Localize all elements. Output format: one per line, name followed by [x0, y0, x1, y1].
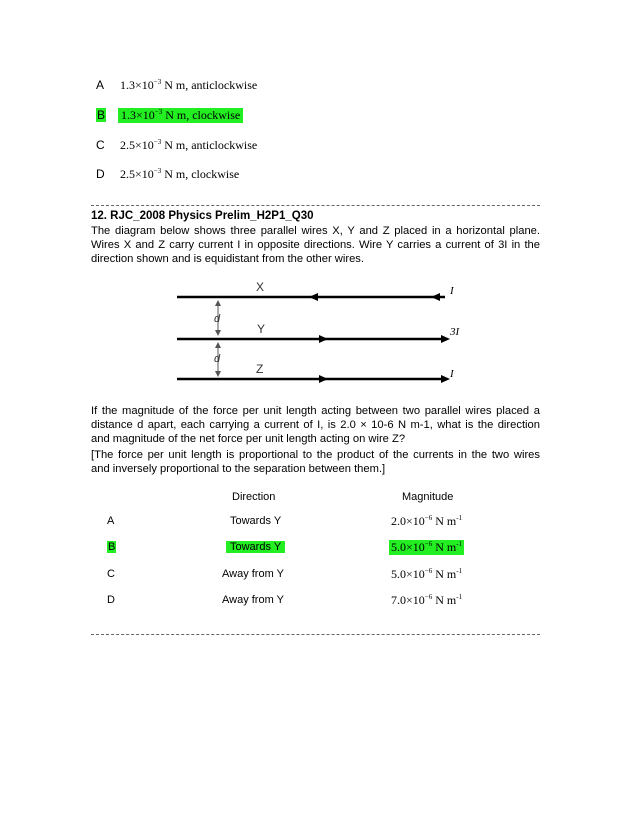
option-a-direction: Towards Y	[230, 515, 282, 527]
sep-arrow-xy-up	[215, 300, 221, 306]
wires-diagram	[170, 272, 470, 390]
option-d-letter: D	[107, 594, 115, 606]
option-c-direction: Away from Y	[222, 568, 284, 580]
arrow-z-right	[441, 375, 450, 383]
question-intro	[91, 224, 540, 267]
question-title: 12. RJC_2008 Physics Prelim_H2P1_Q30	[91, 210, 314, 222]
header-direction: Direction	[232, 491, 276, 503]
prev-option-letter-b: B	[97, 108, 106, 122]
arrow-y-mid	[319, 335, 328, 343]
intro-line-1: The diagram below shows three parallel wires X, Y and Z placed in a horizontal plane.	[91, 225, 540, 237]
option-a-magnitude: $2.0\times 10^{-6}$ N $m^{-1}$	[391, 514, 463, 528]
prev-option-a: $1.3\times 10^{-3}$ N m, anticlockwise	[120, 78, 258, 92]
label-current-z: I	[450, 368, 454, 380]
option-c-magnitude: $5.0\times 10^{-6}$ N $m^{-1}$	[391, 567, 463, 581]
prev-option-letter-c: C	[96, 138, 105, 152]
label-current-y: 3I	[450, 326, 460, 338]
prev-option-d: $2.5\times 10^{-3}$ N m, clockwise	[120, 167, 240, 181]
header-magnitude: Magnitude	[402, 491, 454, 503]
question-note	[91, 448, 540, 476]
label-wire-z: Z	[256, 362, 264, 376]
sep-arrow-yz-up	[215, 342, 221, 348]
option-d-direction: Away from Y	[222, 594, 284, 606]
prev-option-c: $2.5\times 10^{-3}$ N m, anticlockwise	[120, 138, 258, 152]
prev-option-letter-d: D	[96, 167, 105, 181]
label-current-x: I	[450, 285, 454, 297]
note-line-1: [The force per unit length is proportional to the product of the currents in the two wires	[91, 449, 540, 461]
intro-line-3: direction shown and is equidistant from the other wires.	[91, 253, 364, 266]
prev-option-b: $1.3\times 10^{-3}$ N m, clockwise	[118, 108, 243, 123]
label-sep-yz: d	[214, 353, 221, 365]
arrow-y-right	[441, 335, 450, 343]
label-sep-xy: d	[214, 313, 221, 325]
arrow-x-right	[431, 293, 440, 301]
body-line-1: If the magnitude of the force per unit length acting between two parallel wires placed a	[91, 405, 540, 417]
option-b-direction: Towards Y	[226, 541, 285, 553]
divider-top	[91, 205, 540, 206]
body-line-2: distance d apart, each carrying a current of I, is 2.0 × 10-6 N m-1, what is the direction	[91, 419, 540, 432]
option-b-magnitude: $5.0\times 10^{-6}$ N $m^{-1}$	[391, 540, 463, 554]
note-line-2: and inversely proportional to the separation between them.]	[91, 463, 386, 476]
arrow-x-left	[309, 293, 318, 301]
arrow-z-mid	[319, 375, 328, 383]
divider-bottom	[91, 634, 540, 635]
option-d-magnitude: $7.0\times 10^{-6}$ N $m^{-1}$	[391, 593, 463, 607]
option-c-letter: C	[107, 568, 115, 580]
question-body	[91, 404, 540, 447]
option-a-letter: A	[107, 515, 115, 527]
sep-arrow-xy-down	[215, 330, 221, 336]
option-b-letter: B	[108, 541, 116, 553]
prev-option-letter-a: A	[96, 78, 105, 92]
intro-line-2: Wires X and Z carry current I in opposite directions. Wire Y carries a current of 3I in the	[91, 239, 540, 252]
label-wire-x: X	[256, 280, 265, 294]
label-wire-y: Y	[257, 322, 266, 336]
sep-arrow-yz-down	[215, 371, 221, 377]
body-line-3: and magnitude of the net force per unit length acting on wire Z?	[91, 433, 406, 446]
